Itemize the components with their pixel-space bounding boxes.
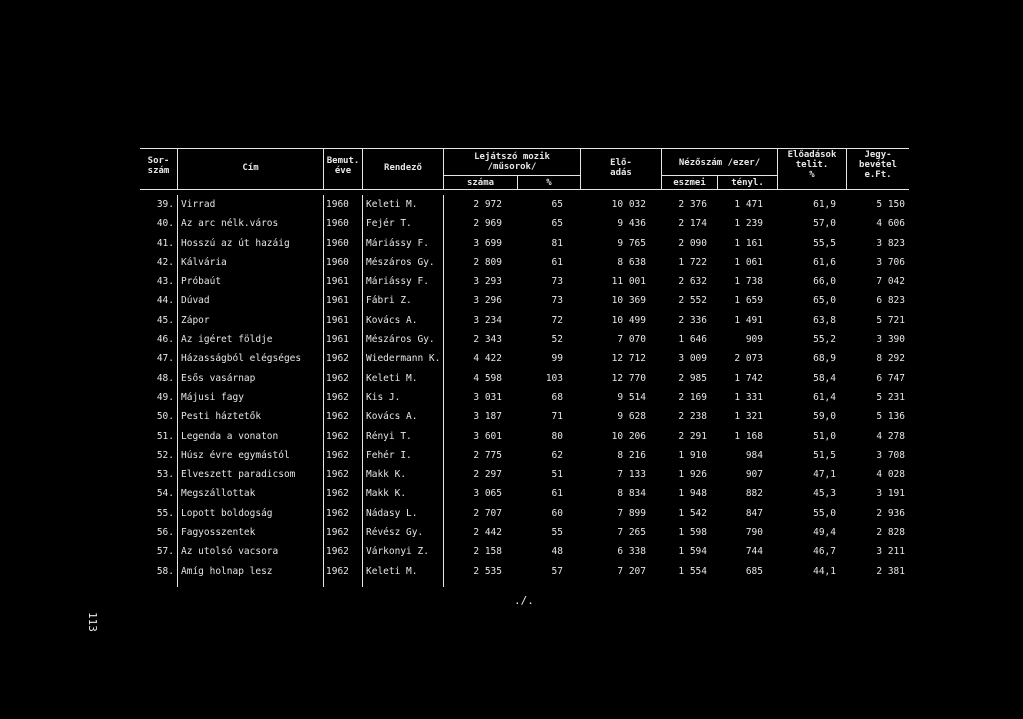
cell-jegy: 5 231	[876, 391, 905, 403]
cell-eload: 11 001	[611, 276, 646, 288]
cell-teny: 1 471	[734, 199, 763, 210]
cell-cim: Házasságból elégséges	[181, 353, 302, 365]
cell-teny: 790	[745, 527, 763, 539]
cell-ev: 1962	[326, 546, 349, 558]
cell-eszm: 2 169	[678, 391, 707, 403]
cell-teny: 984	[745, 449, 763, 461]
cell-n: 45.	[156, 314, 174, 326]
cell-szama: 3 065	[473, 488, 502, 500]
cell-cim: Az arc nélk.város	[181, 218, 279, 230]
cell-jegy: 4 606	[876, 218, 905, 230]
cell-eszm: 3 009	[678, 353, 707, 365]
cell-cim: Húsz évre egymástól	[181, 449, 290, 461]
cell-eszm: 1 722	[678, 256, 707, 268]
cell-cim: Fagyosszentek	[181, 527, 256, 539]
cell-eload: 7 265	[617, 527, 646, 539]
col-cim: Cím	[242, 163, 259, 173]
cell-szama: 3 293	[473, 276, 502, 288]
cell-pct: 99	[551, 353, 563, 365]
cell-eload: 12 770	[611, 372, 646, 384]
cell-n: 41.	[156, 237, 174, 249]
cell-szama: 3 699	[473, 237, 502, 249]
cell-teny: 1 331	[734, 391, 763, 403]
cell-teny: 1 161	[734, 237, 763, 249]
cell-cim: Próbaút	[181, 276, 222, 288]
table-row	[140, 504, 909, 523]
cell-eload: 7 070	[617, 334, 646, 346]
cell-ev: 1962	[326, 353, 349, 365]
table-row	[140, 542, 909, 561]
cell-teny: 1 491	[734, 314, 763, 326]
cell-n: 57.	[156, 546, 174, 558]
cell-n: 55.	[156, 507, 174, 519]
cell-pct: 73	[551, 295, 563, 307]
cell-cim: Megszállottak	[181, 488, 256, 500]
cell-ev: 1960	[326, 256, 349, 268]
cell-n: 48.	[156, 372, 174, 384]
cell-teny: 847	[745, 507, 763, 519]
cell-cim: Dúvad	[181, 295, 210, 307]
table-row	[140, 523, 909, 542]
cell-jegy: 3 390	[876, 334, 905, 346]
cell-tel: 68,9	[813, 353, 836, 365]
cell-szama: 4 598	[473, 372, 502, 384]
cell-rend: Makk K.	[366, 488, 407, 500]
cell-teny: 1 321	[734, 411, 763, 423]
cell-eszm: 1 598	[678, 527, 707, 539]
cell-tel: 55,5	[813, 237, 836, 249]
cell-szama: 3 234	[473, 314, 502, 326]
cell-jegy: 3 708	[876, 449, 905, 461]
cell-szama: 3 031	[473, 391, 502, 403]
cell-szama: 2 297	[473, 469, 502, 481]
cell-jegy: 2 381	[876, 565, 905, 577]
table-row	[140, 291, 909, 310]
cell-rend: Mészáros Gy.	[366, 256, 435, 268]
cell-eszm: 2 632	[678, 276, 707, 288]
cell-cim: Legenda a vonaton	[181, 430, 279, 442]
cell-ev: 1962	[326, 507, 349, 519]
cell-teny: 1 061	[734, 256, 763, 268]
cell-tel: 61,9	[813, 199, 836, 210]
table-row	[140, 369, 909, 388]
cell-pct: 61	[551, 256, 563, 268]
cell-rend: Kis J.	[366, 391, 401, 403]
cell-ev: 1960	[326, 199, 349, 210]
cell-eszm: 1 554	[678, 565, 707, 577]
cell-teny: 882	[745, 488, 763, 500]
cell-rend: Máriássy F.	[366, 276, 429, 288]
cell-rend: Rényi T.	[366, 430, 412, 442]
cell-rend: Fejér T.	[366, 218, 412, 230]
cell-pct: 52	[551, 334, 563, 346]
cell-jegy: 4 028	[876, 469, 905, 481]
col-rendezo: Rendező	[384, 163, 422, 173]
cell-eload: 6 338	[617, 546, 646, 558]
cell-cim: Hosszú az út hazáig	[181, 237, 290, 249]
cell-pct: 48	[551, 546, 563, 558]
cell-eszm: 1 646	[678, 334, 707, 346]
cell-szama: 3 187	[473, 411, 502, 423]
cell-tel: 59,0	[813, 411, 836, 423]
cell-rend: Révész Gy.	[366, 527, 424, 539]
cell-szama: 2 969	[473, 218, 502, 230]
cell-szama: 2 158	[473, 546, 502, 558]
col-nezoszam: Nézőszám /ezer/	[678, 158, 761, 168]
cell-ev: 1962	[326, 430, 349, 442]
cell-ev: 1962	[326, 469, 349, 481]
cell-eload: 7 207	[617, 565, 646, 577]
cell-rend: Makk K.	[366, 469, 407, 481]
cell-pct: 51	[551, 469, 563, 481]
cell-tel: 55,2	[813, 334, 836, 346]
cell-teny: 2 073	[734, 353, 763, 365]
table-header	[140, 148, 909, 190]
cell-rend: Keleti M.	[366, 372, 418, 384]
cell-eszm: 1 926	[678, 469, 707, 481]
cell-tel: 63,8	[813, 314, 836, 326]
table-row	[140, 388, 909, 407]
cell-ev: 1962	[326, 449, 349, 461]
table-row	[140, 214, 909, 233]
cell-pct: 81	[551, 237, 563, 249]
cell-jegy: 2 936	[876, 507, 905, 519]
cell-tel: 61,6	[813, 256, 836, 268]
cell-eszm: 2 985	[678, 372, 707, 384]
table-row	[140, 446, 909, 465]
cell-pct: 65	[551, 199, 563, 210]
cell-tel: 65,0	[813, 295, 836, 307]
cell-ev: 1960	[326, 237, 349, 249]
cell-ev: 1962	[326, 527, 349, 539]
cell-jegy: 5 136	[876, 411, 905, 423]
cell-n: 47.	[156, 353, 174, 365]
cell-eszm: 1 542	[678, 507, 707, 519]
cell-eload: 8 834	[617, 488, 646, 500]
statistics-table	[140, 148, 909, 581]
cell-eload: 8 216	[617, 449, 646, 461]
cell-pct: 80	[551, 430, 563, 442]
cell-n: 54.	[156, 488, 174, 500]
cell-tel: 57,0	[813, 218, 836, 230]
cell-eload: 10 499	[611, 314, 646, 326]
cell-pct: 62	[551, 449, 563, 461]
cell-szama: 3 601	[473, 430, 502, 442]
cell-tel: 49,4	[813, 527, 836, 539]
cell-eszm: 2 336	[678, 314, 707, 326]
cell-eszm: 2 090	[678, 237, 707, 249]
cell-n: 43.	[156, 276, 174, 288]
table-row	[140, 562, 909, 581]
table-row	[140, 484, 909, 503]
cell-tel: 44,1	[813, 565, 836, 577]
table-row	[140, 349, 909, 368]
cell-pct: 103	[545, 372, 563, 384]
cell-tel: 45,3	[813, 488, 836, 500]
col-lejatszo-pct: %	[546, 178, 552, 188]
table-row	[140, 234, 909, 253]
cell-eload: 9 436	[617, 218, 646, 230]
cell-eload: 10 032	[611, 199, 646, 210]
cell-tel: 46,7	[813, 546, 836, 558]
col-lejatszo: Lejátszó mozik /műsorok/	[474, 152, 550, 172]
cell-eszm: 1 910	[678, 449, 707, 461]
cell-szama: 2 809	[473, 256, 502, 268]
cell-teny: 685	[745, 565, 763, 577]
cell-eload: 7 899	[617, 507, 646, 519]
table-row	[140, 465, 909, 484]
cell-tel: 51,5	[813, 449, 836, 461]
cell-rend: Kovács A.	[366, 314, 418, 326]
cell-szama: 2 535	[473, 565, 502, 577]
cell-eszm: 2 238	[678, 411, 707, 423]
cell-rend: Várkonyi Z.	[366, 546, 429, 558]
cell-teny: 1 168	[734, 430, 763, 442]
cell-eszm: 2 552	[678, 295, 707, 307]
cell-eload: 8 638	[617, 256, 646, 268]
table-body	[140, 195, 909, 581]
cell-n: 46.	[156, 334, 174, 346]
cell-n: 39.	[156, 199, 174, 210]
cell-ev: 1962	[326, 488, 349, 500]
cell-eload: 9 765	[617, 237, 646, 249]
cell-szama: 2 442	[473, 527, 502, 539]
cell-teny: 744	[745, 546, 763, 558]
cell-pct: 55	[551, 527, 563, 539]
col-jegybevetel: Jegy- bevétel e.Ft.	[859, 150, 897, 180]
table-row	[140, 407, 909, 426]
cell-rend: Mészáros Gy.	[366, 334, 435, 346]
cell-n: 50.	[156, 411, 174, 423]
cell-n: 56.	[156, 527, 174, 539]
cell-szama: 3 296	[473, 295, 502, 307]
cell-tel: 51,0	[813, 430, 836, 442]
cell-cim: Kálvária	[181, 256, 227, 268]
cell-teny: 1 239	[734, 218, 763, 230]
cell-rend: Kovács A.	[366, 411, 418, 423]
page-number: 113	[86, 612, 99, 632]
cell-cim: Lopott boldogság	[181, 507, 273, 519]
table-row	[140, 311, 909, 330]
cell-eload: 7 133	[617, 469, 646, 481]
cell-rend: Nádasy L.	[366, 507, 418, 519]
cell-pct: 65	[551, 218, 563, 230]
cell-szama: 2 343	[473, 334, 502, 346]
cell-cim: Pesti háztetők	[181, 411, 262, 423]
cell-eszm: 2 174	[678, 218, 707, 230]
cell-jegy: 6 823	[876, 295, 905, 307]
cell-pct: 60	[551, 507, 563, 519]
cell-szama: 2 707	[473, 507, 502, 519]
cell-szama: 2 972	[473, 199, 502, 210]
cell-tel: 61,4	[813, 391, 836, 403]
cell-eszm: 2 291	[678, 430, 707, 442]
cell-n: 58.	[156, 565, 174, 577]
cell-jegy: 3 191	[876, 488, 905, 500]
table-row	[140, 253, 909, 272]
cell-ev: 1961	[326, 334, 349, 346]
cell-pct: 72	[551, 314, 563, 326]
cell-teny: 1 738	[734, 276, 763, 288]
cell-rend: Máriássy F.	[366, 237, 429, 249]
cell-ev: 1962	[326, 391, 349, 403]
cell-jegy: 5 150	[876, 199, 905, 210]
cell-n: 42.	[156, 256, 174, 268]
cell-tel: 66,0	[813, 276, 836, 288]
cell-n: 49.	[156, 391, 174, 403]
cell-jegy: 3 706	[876, 256, 905, 268]
cell-ev: 1961	[326, 314, 349, 326]
cell-pct: 68	[551, 391, 563, 403]
col-telit: Előadások telit. %	[787, 150, 837, 180]
cell-pct: 57	[551, 565, 563, 577]
cell-rend: Keleti M.	[366, 565, 418, 577]
cell-n: 40.	[156, 218, 174, 230]
cell-jegy: 3 823	[876, 237, 905, 249]
cell-eszm: 2 376	[678, 199, 707, 210]
cell-szama: 2 775	[473, 449, 502, 461]
col-nezo-eszmei: eszmei	[673, 178, 706, 188]
cell-ev: 1961	[326, 295, 349, 307]
cell-jegy: 3 211	[876, 546, 905, 558]
cell-n: 52.	[156, 449, 174, 461]
cell-jegy: 8 292	[876, 353, 905, 365]
col-lejatszo-szama: száma	[466, 178, 495, 188]
cell-teny: 909	[745, 334, 763, 346]
cell-rend: Fábri Z.	[366, 295, 412, 307]
cell-cim: Amíg holnap lesz	[181, 565, 273, 577]
table-row	[140, 272, 909, 291]
cell-cim: Májusi fagy	[181, 391, 244, 403]
footer-mark: ./.	[514, 594, 534, 607]
cell-cim: Az utolsó vacsora	[181, 546, 279, 558]
cell-cim: Zápor	[181, 314, 210, 326]
cell-eszm: 1 948	[678, 488, 707, 500]
cell-n: 51.	[156, 430, 174, 442]
col-bemut: Bemut. éve	[326, 156, 360, 176]
cell-cim: Virrad	[181, 199, 216, 210]
cell-ev: 1962	[326, 372, 349, 384]
cell-jegy: 6 747	[876, 372, 905, 384]
cell-cim: Az igéret földje	[181, 334, 273, 346]
cell-pct: 73	[551, 276, 563, 288]
cell-rend: Wiedermann K.	[366, 353, 441, 365]
cell-cim: Elveszett paradicsom	[181, 469, 296, 481]
cell-ev: 1962	[326, 565, 349, 577]
col-eloadas: Elő- adás	[610, 158, 632, 178]
cell-tel: 47,1	[813, 469, 836, 481]
cell-eload: 9 628	[617, 411, 646, 423]
cell-jegy: 5 721	[876, 314, 905, 326]
cell-ev: 1962	[326, 411, 349, 423]
cell-eload: 10 206	[611, 430, 646, 442]
cell-pct: 61	[551, 488, 563, 500]
cell-eload: 9 514	[617, 391, 646, 403]
cell-n: 44.	[156, 295, 174, 307]
cell-teny: 1 659	[734, 295, 763, 307]
cell-tel: 55,0	[813, 507, 836, 519]
col-sorszam: Sor- szám	[147, 156, 170, 176]
cell-teny: 1 742	[734, 372, 763, 384]
cell-eload: 10 369	[611, 295, 646, 307]
cell-eszm: 1 594	[678, 546, 707, 558]
table-row	[140, 330, 909, 349]
cell-szama: 4 422	[473, 353, 502, 365]
col-nezo-tenyl: tényl.	[731, 178, 764, 188]
cell-cim: Esős vasárnap	[181, 372, 256, 384]
table-row	[140, 427, 909, 446]
cell-rend: Fehér I.	[366, 449, 412, 461]
cell-rend: Keleti M.	[366, 199, 418, 210]
table-row	[140, 195, 909, 214]
cell-jegy: 7 042	[876, 276, 905, 288]
cell-ev: 1960	[326, 218, 349, 230]
cell-eload: 12 712	[611, 353, 646, 365]
cell-n: 53.	[156, 469, 174, 481]
cell-ev: 1961	[326, 276, 349, 288]
cell-tel: 58,4	[813, 372, 836, 384]
cell-pct: 71	[551, 411, 563, 423]
cell-jegy: 2 828	[876, 527, 905, 539]
cell-teny: 907	[745, 469, 763, 481]
cell-jegy: 4 278	[876, 430, 905, 442]
